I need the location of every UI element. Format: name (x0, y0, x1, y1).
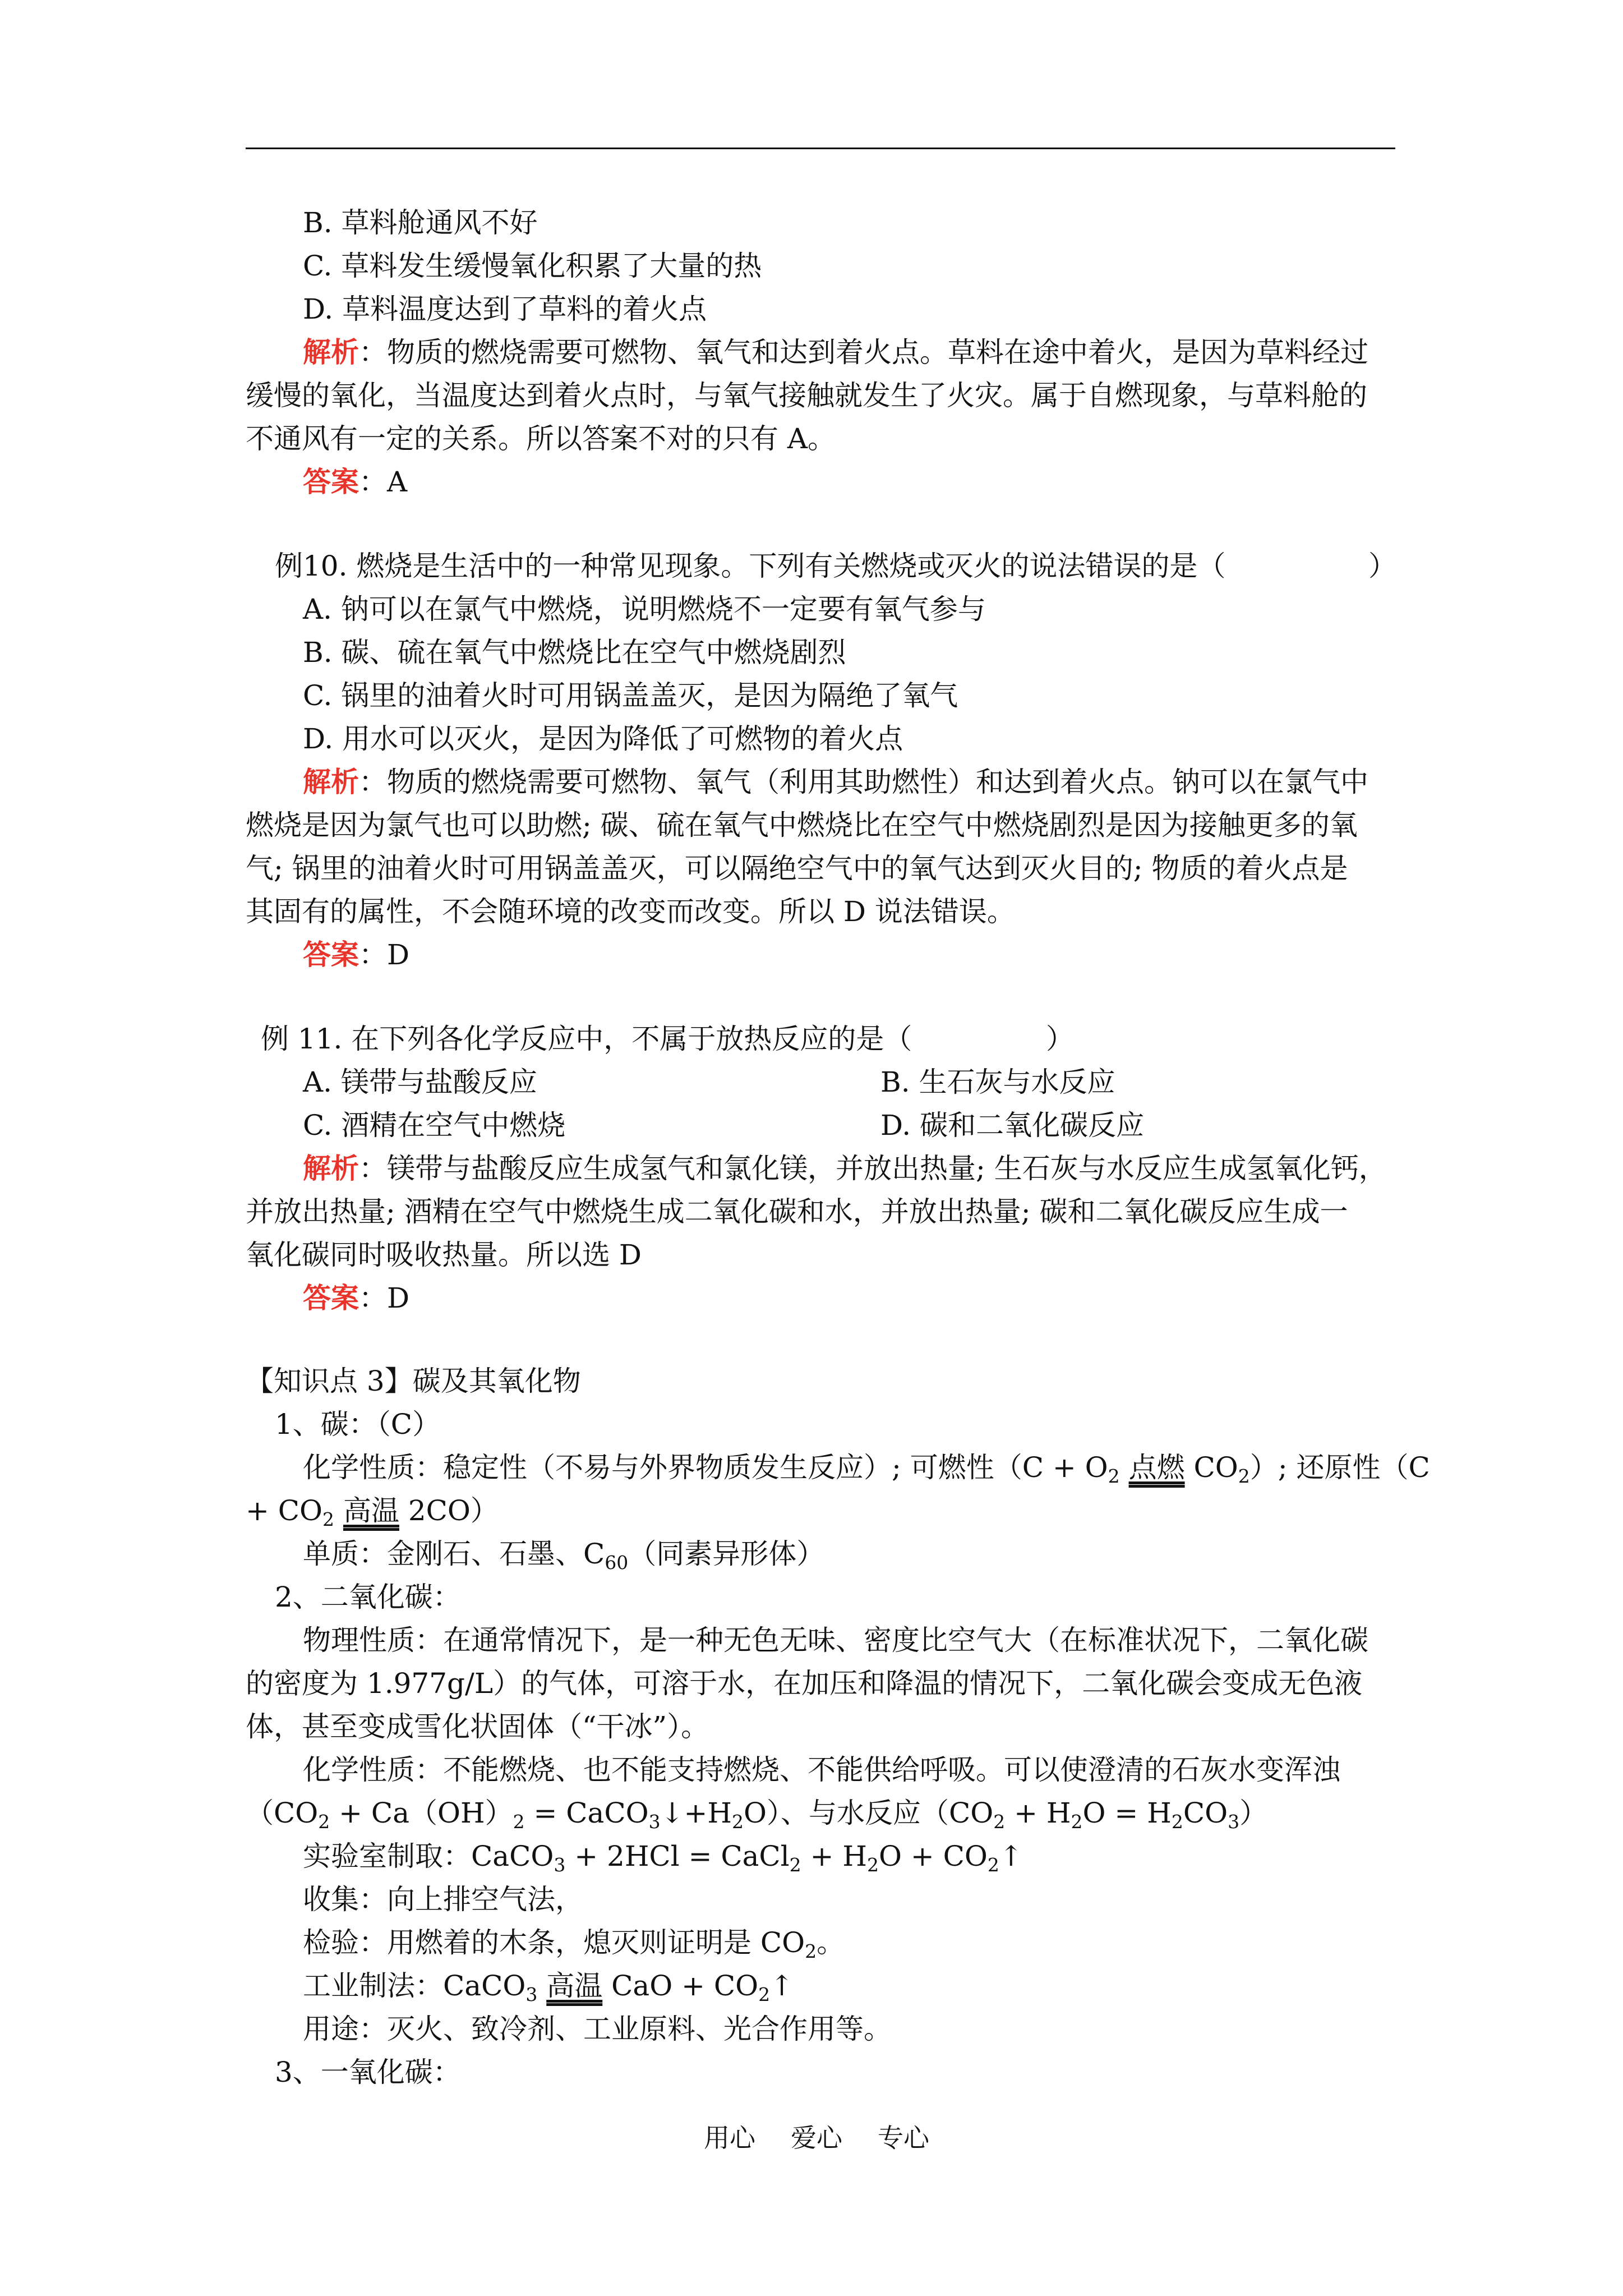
ex9-analysis-line-1: 解析：物质的燃烧需要可燃物、氧气和达到着火点。草料在途中着火，是因为草料经过 (303, 335, 1368, 369)
ex10-option-d: D. 用水可以灭火，是因为降低了可燃物的着火点 (303, 723, 903, 755)
kp3-co2-phys-line-3: 体，甚至变成雪化状固体（“干冰”）。 (246, 1710, 709, 1743)
reaction-condition: 高温 (546, 1970, 603, 2002)
ex10-question: 例10. 燃烧是生活中的一种常见现象。下列有关燃烧或灭火的说法错误的是（ (275, 550, 1226, 582)
answer-label: 答案 (303, 465, 359, 498)
ex11-option-b: B. 生石灰与水反应 (880, 1066, 1115, 1098)
ex10-option-b: B. 碳、硫在氧气中燃烧比在空气中燃烧剧烈 (303, 636, 846, 669)
reaction-condition: 高温 (343, 1494, 399, 1527)
kp3-carbon-simple: 单质：金刚石、石墨、$C_{60}$（同素异形体） (303, 1538, 825, 1573)
header-rule (246, 148, 1395, 149)
kp3-carbon-chem-line-1: 化学性质：稳定性（不易与外界物质发生反应）; 可燃性（$C + O_2$ 点燃 $CO_2$）; 还原性（C (303, 1451, 1430, 1487)
ex10-answer: 答案：D (303, 938, 410, 971)
ex9-option-c: C. 草料发生缓慢氧化积累了大量的热 (303, 250, 762, 282)
ex11-analysis-line-3: 氧化碳同时吸收热量。所以选 D (246, 1239, 642, 1271)
ex11-question: 例 11. 在下列各化学反应中，不属于放热反应的是（ (261, 1023, 912, 1055)
ex11-analysis-line-1: 解析：镁带与盐酸反应生成氢气和氯化镁，并放出热量; 生石灰与水反应生成氢氧化钙， (303, 1152, 1387, 1185)
kp3-co2-phys-line-2: 的密度为 1.977g/L）的气体，可溶于水，在加压和降温的情况下，二氧化碳会变成无色液 (246, 1667, 1363, 1700)
kp3-co2-collect: 收集：向上排空气法， (303, 1883, 583, 1916)
reaction-condition: 点燃 (1128, 1451, 1185, 1484)
ex11-answer: 答案：D (303, 1281, 410, 1314)
ex11-option-d: D. 碳和二氧化碳反应 (880, 1109, 1145, 1142)
analysis-label: 解析 (303, 765, 359, 798)
kp3-carbon-chem-line-2: + $CO_2$ 高温 2CO） (246, 1494, 499, 1530)
ex10-analysis-line-4: 其固有的属性，不会随环境的改变而改变。所以 D 说法错误。 (246, 895, 1015, 928)
ex10-analysis-line-3: 气; 锅里的油着火时可用锅盖盖灭，可以隔绝空气中的氧气达到灭火目的; 物质的着火点是 (246, 852, 1348, 885)
footer-text-3: 专心 (878, 2123, 929, 2153)
kp3-co2-test: 检验：用燃着的木条，熄灭则证明是 $CO_2$。 (303, 1926, 845, 1962)
kp3-co2-title: 2、二氧化碳： (275, 1581, 461, 1613)
kp3-carbon-title: 1、碳：（C） (275, 1408, 441, 1441)
kp3-co2-lab: 实验室制取：CaCO$_3$ + 2HCl = CaCl$_2$ + $H_2O$ + $CO_2↑$ (303, 1840, 1023, 1876)
kp3-co2-chem-line-1: 化学性质：不能燃烧、也不能支持燃烧、不能供给呼吸。可以使澄清的石灰水变浑浊 (303, 1754, 1340, 1786)
ex9-analysis-line-3: 不通风有一定的关系。所以答案不对的只有 A。 (246, 422, 836, 455)
ex9-option-d: D. 草料温度达到了草料的着火点 (303, 293, 707, 325)
answer-label: 答案 (303, 1281, 359, 1314)
ex11-option-c: C. 酒精在空气中燃烧 (303, 1109, 566, 1142)
ex10-option-c: C. 锅里的油着火时可用锅盖盖灭，是因为隔绝了氧气 (303, 679, 958, 712)
answer-label: 答案 (303, 938, 359, 971)
ex9-analysis-line-2: 缓慢的氧化，当温度达到着火点时，与氧气接触就发生了火灾。属于自燃现象，与草料舱的 (246, 379, 1367, 412)
ex10-option-a: A. 钠可以在氯气中燃烧，说明燃烧不一定要有氧气参与 (303, 593, 986, 625)
ex11-option-a: A. 镁带与盐酸反应 (303, 1066, 537, 1098)
ex11-analysis-line-2: 并放出热量; 酒精在空气中燃烧生成二氧化碳和水，并放出热量; 碳和二氧化碳反应生成一 (246, 1195, 1348, 1228)
ex9-option-b: B. 草料舱通风不好 (303, 206, 538, 239)
kp3-co2-industrial: 工业制法：CaCO$_3$ 高温 CaO + $CO_2↑$ (303, 1970, 794, 2005)
analysis-label: 解析 (303, 335, 359, 369)
ex10-question-bracket: ） (1368, 550, 1396, 582)
footer-text-2: 爱心 (791, 2123, 842, 2153)
ex9-answer: 答案：A (303, 465, 408, 498)
kp3-co2-phys-line-1: 物理性质：在通常情况下，是一种无色无味、密度比空气大（在标准状况下，二氧化碳 (303, 1624, 1368, 1657)
ex10-analysis-line-2: 燃烧是因为氯气也可以助燃; 碳、硫在氧气中燃烧比在空气中燃烧剧烈是因为接触更多的氧 (246, 809, 1358, 841)
footer-text-1: 用心 (704, 2123, 755, 2153)
ex10-analysis-line-1: 解析：物质的燃烧需要可燃物、氧气（利用其助燃性）和达到着火点。钠可以在氯气中 (303, 765, 1368, 798)
kp3-co-title: 3、一氧化碳： (275, 2056, 461, 2088)
analysis-label: 解析 (303, 1152, 359, 1185)
kp3-heading: 【知识点 3】碳及其氧化物 (246, 1365, 581, 1397)
kp3-co2-chem-line-2: （$CO_2 + Ca(OH)_2$ = $CaCO_3↓+H_2O$）、与水反应$(CO_2 + H_2O = H_2CO_3)$ (246, 1797, 1268, 1833)
ex11-question-bracket: ） (1046, 1023, 1074, 1055)
kp3-co2-use: 用途：灭火、致冷剂、工业原料、光合作用等。 (303, 2013, 892, 2045)
